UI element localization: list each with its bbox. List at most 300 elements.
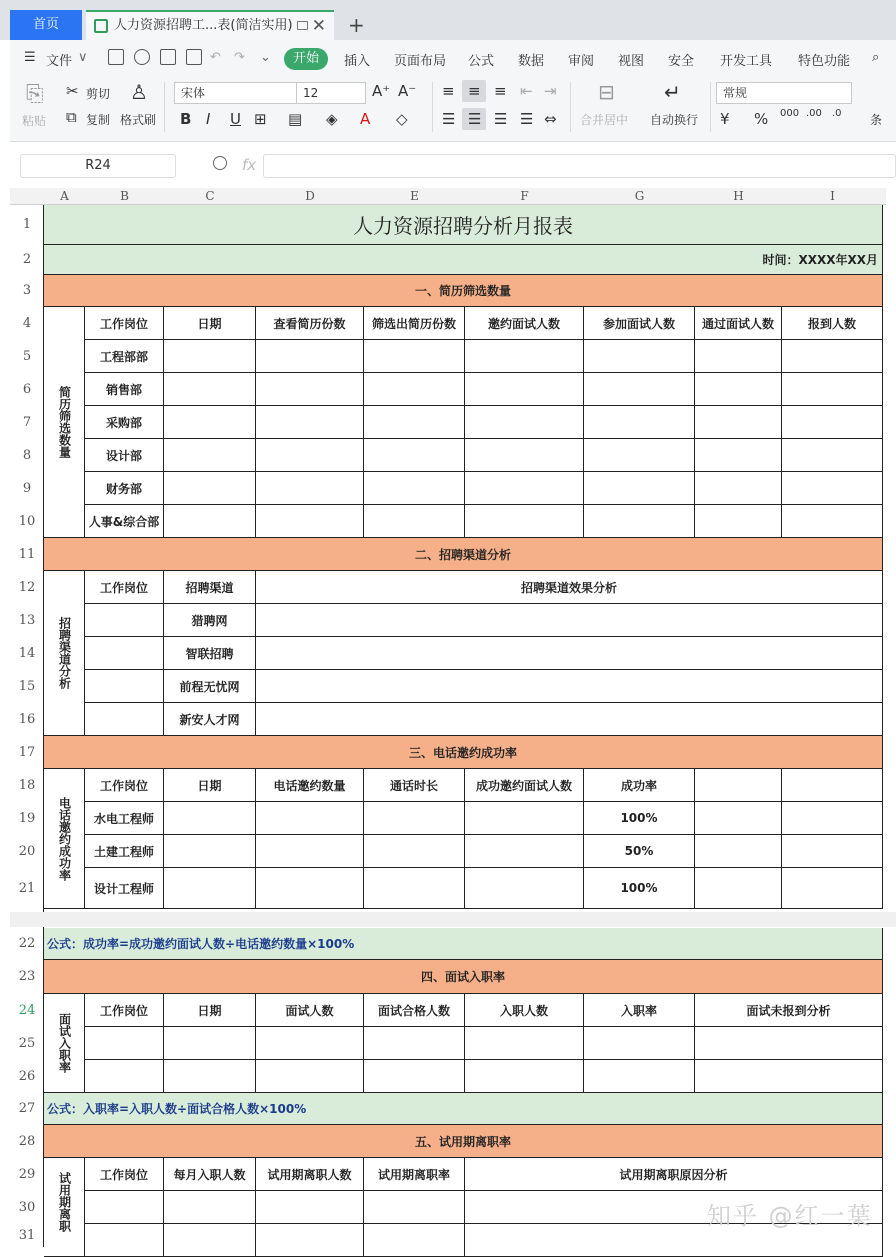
empty-cell[interactable] <box>465 835 584 868</box>
row-header-4[interactable]: 4 <box>22 315 32 331</box>
menu-review[interactable]: 审阅 <box>568 54 595 69</box>
row-header-9[interactable]: 9 <box>22 480 32 496</box>
empty-cell[interactable] <box>782 769 883 802</box>
column-title-text: 入职率 <box>620 1003 657 1018</box>
empty-cell[interactable] <box>695 373 782 406</box>
empty-cell[interactable] <box>164 1224 256 1257</box>
distribute-icon[interactable]: ⇔ <box>544 110 557 128</box>
success-rate-cell[interactable] <box>584 868 695 909</box>
row-header-10[interactable]: 10 <box>18 513 36 529</box>
department-cell[interactable] <box>85 505 164 538</box>
formula-note-text: 公式：入职率=入职人数÷面试合格人数×100% <box>47 1102 307 1116</box>
row-header-27[interactable]: 27 <box>18 1101 36 1116</box>
department-cell[interactable] <box>85 373 164 406</box>
align-top-icon[interactable]: ≡ <box>442 82 455 100</box>
department-cell-text: 财务部 <box>105 481 142 496</box>
empty-cell[interactable] <box>85 604 164 637</box>
section-side-label-text: 面试入职率 <box>57 1013 72 1073</box>
empty-cell[interactable] <box>695 1027 883 1060</box>
empty-cell[interactable] <box>364 340 465 373</box>
empty-cell[interactable] <box>465 802 584 835</box>
percent-icon[interactable]: % <box>754 110 769 128</box>
empty-cell[interactable] <box>164 868 256 909</box>
column-title-text: 通过面试人数 <box>701 316 774 331</box>
column-header-C[interactable]: C <box>205 189 215 203</box>
empty-cell[interactable] <box>465 340 584 373</box>
column-title-text: 招聘渠道效果分析 <box>520 580 617 595</box>
empty-cell[interactable] <box>364 835 465 868</box>
section-header[interactable] <box>44 275 883 307</box>
fx-icon[interactable]: fx <box>242 156 257 174</box>
empty-cell[interactable] <box>256 802 364 835</box>
section-side-label[interactable] <box>44 769 85 909</box>
menu-formula[interactable]: 公式 <box>468 54 495 69</box>
section-header-text: 四、面试入职率 <box>420 970 505 984</box>
empty-cell[interactable] <box>695 406 782 439</box>
scissors-icon[interactable]: ✂ <box>66 82 79 100</box>
row-header-1[interactable]: 1 <box>22 217 32 232</box>
thousands-icon[interactable]: 000 <box>780 108 800 119</box>
increase-decimal-icon[interactable]: .00 <box>806 108 822 119</box>
empty-cell[interactable] <box>465 472 584 505</box>
row-header-18[interactable]: 18 <box>18 777 36 793</box>
empty-cell[interactable] <box>85 670 164 703</box>
empty-cell[interactable] <box>364 1224 465 1257</box>
copy-icon[interactable]: ⧉ <box>66 108 77 126</box>
row-header-25[interactable]: 25 <box>18 1035 36 1051</box>
align-middle-icon[interactable]: ≡ <box>468 82 481 100</box>
empty-cell[interactable] <box>465 868 584 909</box>
redo-icon[interactable]: ↷ <box>234 50 245 65</box>
row-header-11[interactable]: 11 <box>18 546 36 562</box>
undo-icon[interactable]: ↶ <box>210 50 221 65</box>
merge-icon[interactable]: ⊟ <box>598 80 615 104</box>
search-icon[interactable]: ⌕ <box>872 50 880 65</box>
column-title-text: 邀约面试人数 <box>487 316 560 331</box>
number-format-value: 常规 <box>723 86 748 100</box>
empty-cell[interactable] <box>256 439 364 472</box>
section-side-label[interactable] <box>44 1158 85 1257</box>
empty-cell[interactable] <box>256 868 364 909</box>
column-title[interactable] <box>584 994 695 1027</box>
column-title[interactable] <box>364 769 465 802</box>
empty-cell[interactable] <box>364 1027 465 1060</box>
empty-cell[interactable] <box>256 835 364 868</box>
empty-cell[interactable] <box>164 472 256 505</box>
row-header-8[interactable]: 8 <box>22 447 32 463</box>
column-title-text: 每月入职人数 <box>173 1167 246 1182</box>
empty-cell[interactable] <box>256 472 364 505</box>
empty-cell[interactable] <box>164 340 256 373</box>
row-header-30[interactable]: 30 <box>18 1199 36 1215</box>
department-cell-text: 销售部 <box>105 382 142 397</box>
row-header-28[interactable]: 28 <box>18 1133 36 1149</box>
row-header-31[interactable]: 31 <box>18 1227 36 1243</box>
section-side-label[interactable] <box>44 307 85 538</box>
empty-cell[interactable] <box>256 637 883 670</box>
watermark: 知乎 @红一葉 <box>707 1202 873 1230</box>
merge-center-button[interactable]: 合并居中 <box>580 113 629 127</box>
section-header[interactable] <box>44 1125 883 1158</box>
column-title[interactable] <box>364 994 465 1027</box>
column-title[interactable] <box>364 1158 465 1191</box>
empty-cell[interactable] <box>85 637 164 670</box>
column-title[interactable] <box>164 1158 256 1191</box>
empty-cell[interactable] <box>85 703 164 736</box>
empty-cell[interactable] <box>364 406 465 439</box>
position-cell[interactable] <box>85 835 164 868</box>
empty-cell[interactable] <box>256 670 883 703</box>
empty-cell[interactable] <box>465 406 584 439</box>
column-title-text: 日期 <box>197 1003 222 1018</box>
empty-cell[interactable] <box>364 1191 465 1224</box>
empty-cell[interactable] <box>256 406 364 439</box>
channel-cell[interactable] <box>164 670 256 703</box>
column-title-text: 成功邀约面试人数 <box>475 778 572 793</box>
department-cell[interactable] <box>85 472 164 505</box>
section-side-label[interactable] <box>44 994 85 1093</box>
quick-access-dropdown-icon[interactable]: ⌄ <box>260 50 271 65</box>
empty-cell[interactable] <box>164 1027 256 1060</box>
empty-cell[interactable] <box>584 439 695 472</box>
department-cell[interactable] <box>85 406 164 439</box>
copy-button[interactable]: 复制 <box>86 113 111 127</box>
position-cell-text: 土建工程师 <box>93 844 154 859</box>
brush-icon[interactable]: ♙ <box>130 80 148 104</box>
column-title-text: 试用期离职原因分析 <box>619 1167 728 1182</box>
hamburger-icon[interactable]: ☰ <box>24 50 36 65</box>
empty-cell[interactable] <box>584 373 695 406</box>
column-title[interactable] <box>85 571 164 604</box>
channel-cell[interactable] <box>164 604 256 637</box>
sheet-title[interactable] <box>44 205 883 245</box>
row-header-16[interactable]: 16 <box>18 711 36 727</box>
column-title[interactable] <box>256 994 364 1027</box>
align-left-icon[interactable]: ☰ <box>442 110 456 128</box>
column-title[interactable] <box>465 1158 883 1191</box>
section-header-text: 一、简历筛选数量 <box>414 284 511 298</box>
row-header-19[interactable]: 19 <box>18 810 36 826</box>
section-header[interactable] <box>44 960 883 994</box>
empty-cell[interactable] <box>695 802 782 835</box>
align-center-icon[interactable]: ☰ <box>468 110 482 128</box>
decrease-font-icon[interactable]: A⁻ <box>398 82 417 100</box>
empty-cell[interactable] <box>256 340 364 373</box>
position-cell[interactable] <box>85 802 164 835</box>
success-rate-cell-text: 50% <box>624 844 654 858</box>
column-title[interactable] <box>164 307 256 340</box>
column-title[interactable] <box>256 307 364 340</box>
close-tab-icon[interactable]: ✕ <box>311 16 326 36</box>
align-bottom-icon[interactable]: ≡ <box>494 82 507 100</box>
column-title[interactable] <box>584 769 695 802</box>
position-cell-text: 水电工程师 <box>93 811 154 826</box>
empty-cell[interactable] <box>465 1027 584 1060</box>
menu-view[interactable]: 视图 <box>618 54 645 69</box>
clipboard-icon[interactable]: ⎘ <box>26 82 44 107</box>
section-header[interactable] <box>44 538 883 571</box>
row-header-13[interactable]: 13 <box>18 612 36 628</box>
screenshot-gap <box>10 912 896 927</box>
column-title[interactable] <box>465 994 584 1027</box>
empty-cell[interactable] <box>256 373 364 406</box>
column-header-B[interactable]: B <box>120 189 129 203</box>
empty-cell[interactable] <box>782 439 883 472</box>
column-title[interactable] <box>256 769 364 802</box>
row-header-7[interactable]: 7 <box>22 414 32 430</box>
formula-note[interactable] <box>44 928 883 960</box>
chevron-down-icon[interactable]: ∨ <box>78 50 88 65</box>
section-side-label-text: 电话邀约成功率 <box>57 796 72 881</box>
empty-cell[interactable] <box>584 406 695 439</box>
column-header-I[interactable]: I <box>830 189 835 203</box>
section-side-label[interactable] <box>44 571 85 736</box>
row-header-26[interactable]: 26 <box>18 1068 36 1084</box>
clear-format-icon[interactable]: ◇ <box>396 110 408 128</box>
empty-cell[interactable] <box>465 439 584 472</box>
section-header-text: 二、招聘渠道分析 <box>414 547 511 562</box>
column-header-F[interactable]: F <box>520 189 529 203</box>
section-header-text: 五、试用期离职率 <box>414 1134 511 1149</box>
column-title-text: 日期 <box>197 778 222 793</box>
row-header-3[interactable]: 3 <box>22 283 32 298</box>
column-title-text: 工作岗位 <box>99 580 148 595</box>
column-title[interactable] <box>85 994 164 1027</box>
row-header-29[interactable]: 29 <box>18 1166 36 1182</box>
column-title-text: 工作岗位 <box>99 316 148 331</box>
conditional-format-button[interactable]: 条 <box>870 113 883 127</box>
empty-cell[interactable] <box>782 472 883 505</box>
column-title-text: 工作岗位 <box>99 778 148 793</box>
empty-cell[interactable] <box>782 340 883 373</box>
menu-special[interactable]: 特色功能 <box>798 54 851 69</box>
empty-cell[interactable] <box>364 1060 465 1093</box>
table-left-border <box>43 205 44 1247</box>
column-title[interactable] <box>465 769 584 802</box>
paste-button[interactable]: 粘贴 <box>22 114 47 128</box>
empty-cell[interactable] <box>695 769 782 802</box>
empty-cell[interactable] <box>695 868 782 909</box>
column-header-H[interactable]: H <box>733 189 744 203</box>
section-side-label-text: 试用期离职 <box>57 1172 72 1232</box>
empty-cell[interactable] <box>695 472 782 505</box>
border-icon[interactable]: ⊞ <box>254 110 267 128</box>
empty-cell[interactable] <box>256 1027 364 1060</box>
wrap-icon[interactable]: ↵ <box>664 80 681 104</box>
empty-cell[interactable] <box>164 505 256 538</box>
empty-cell[interactable] <box>782 802 883 835</box>
underline-icon[interactable]: U <box>230 110 241 128</box>
italic-icon[interactable]: I <box>206 110 211 128</box>
column-title[interactable] <box>584 307 695 340</box>
empty-cell[interactable] <box>782 505 883 538</box>
column-title[interactable] <box>364 307 465 340</box>
font-color-icon[interactable]: A <box>360 110 371 128</box>
column-title[interactable] <box>164 994 256 1027</box>
column-title-text: 面试合格人数 <box>377 1003 450 1018</box>
column-title[interactable] <box>164 769 256 802</box>
row-header-2[interactable]: 2 <box>22 252 32 267</box>
section-side-label-text: 简历筛选数量 <box>57 386 72 458</box>
empty-cell[interactable] <box>85 1224 164 1257</box>
column-title-text: 工作岗位 <box>99 1003 148 1018</box>
column-header-A[interactable]: A <box>60 189 69 203</box>
menu-insert[interactable]: 插入 <box>344 54 371 69</box>
align-right-icon[interactable]: ☰ <box>494 110 508 128</box>
empty-cell[interactable] <box>164 1191 256 1224</box>
row-header-20[interactable]: 20 <box>18 843 36 859</box>
department-cell-text: 工程部部 <box>99 349 148 364</box>
empty-cell[interactable] <box>584 340 695 373</box>
row-header-21[interactable]: 21 <box>18 880 36 896</box>
empty-cell[interactable] <box>85 1191 164 1224</box>
column-title[interactable] <box>164 571 256 604</box>
empty-cell[interactable] <box>85 1027 164 1060</box>
empty-cell[interactable] <box>256 1224 364 1257</box>
column-title-text: 工作岗位 <box>99 1167 148 1182</box>
column-title-text: 通话时长 <box>389 778 438 793</box>
empty-cell[interactable] <box>695 340 782 373</box>
empty-cell[interactable] <box>584 505 695 538</box>
column-title[interactable] <box>695 307 782 340</box>
menu-page-layout[interactable]: 页面布局 <box>394 54 447 69</box>
empty-cell[interactable] <box>256 505 364 538</box>
empty-cell[interactable] <box>85 1060 164 1093</box>
empty-cell[interactable] <box>164 439 256 472</box>
empty-cell[interactable] <box>782 406 883 439</box>
currency-icon[interactable]: ¥ <box>720 110 730 128</box>
home-tab[interactable]: 首页 <box>10 10 82 40</box>
name-box[interactable]: R24 <box>20 154 176 178</box>
bold-icon[interactable]: B <box>180 110 192 128</box>
column-title[interactable] <box>85 307 164 340</box>
increase-font-icon[interactable]: A⁺ <box>372 82 391 100</box>
menu-devtools[interactable]: 开发工具 <box>720 54 773 69</box>
success-rate-cell[interactable] <box>584 835 695 868</box>
column-title-text: 试用期离职人数 <box>267 1167 352 1182</box>
success-rate-cell-text: 100% <box>620 881 658 895</box>
column-header-D[interactable]: D <box>305 189 315 203</box>
channel-cell[interactable] <box>164 703 256 736</box>
menu-data[interactable]: 数据 <box>518 54 545 69</box>
empty-cell[interactable] <box>364 505 465 538</box>
empty-cell[interactable] <box>695 439 782 472</box>
department-cell[interactable] <box>85 439 164 472</box>
empty-cell[interactable] <box>695 835 782 868</box>
empty-cell[interactable] <box>465 1060 584 1093</box>
decrease-decimal-icon[interactable]: .0 <box>832 108 842 119</box>
department-cell-text: 人事&综合部 <box>88 514 160 529</box>
empty-cell[interactable] <box>364 373 465 406</box>
empty-cell[interactable] <box>164 1060 256 1093</box>
column-title[interactable] <box>256 1158 364 1191</box>
row-header-12[interactable]: 12 <box>18 579 36 595</box>
fill-color-icon[interactable]: ◈ <box>326 110 338 128</box>
empty-cell[interactable] <box>584 1060 695 1093</box>
department-cell[interactable] <box>85 340 164 373</box>
cut-button[interactable]: 剪切 <box>86 87 111 101</box>
empty-cell[interactable] <box>465 373 584 406</box>
row-header-22[interactable]: 22 <box>18 936 36 951</box>
row-header-17[interactable]: 17 <box>18 744 36 760</box>
outdent-icon[interactable]: ⇤ <box>520 82 533 100</box>
column-header-G[interactable]: G <box>634 189 645 203</box>
formula-note[interactable] <box>44 1093 883 1125</box>
column-title[interactable] <box>85 1158 164 1191</box>
empty-cell[interactable] <box>256 1060 364 1093</box>
empty-cell[interactable] <box>164 373 256 406</box>
section-header[interactable] <box>44 736 883 769</box>
document-tab-title: 人力资源招聘工...表(简洁实用) <box>114 18 293 33</box>
column-title-text: 入职人数 <box>499 1003 548 1018</box>
column-title-text: 招聘渠道 <box>185 580 234 595</box>
column-title[interactable] <box>465 307 584 340</box>
empty-cell[interactable] <box>256 1191 364 1224</box>
wrap-text-button[interactable]: 自动换行 <box>650 113 699 127</box>
column-title[interactable] <box>85 769 164 802</box>
fill-pattern-icon[interactable]: ▤ <box>288 110 303 128</box>
success-rate-cell[interactable] <box>584 802 695 835</box>
empty-cell[interactable] <box>256 703 883 736</box>
empty-cell[interactable] <box>256 604 883 637</box>
empty-cell[interactable] <box>782 373 883 406</box>
empty-cell[interactable] <box>782 835 883 868</box>
channel-cell[interactable] <box>164 637 256 670</box>
row-header-23[interactable]: 23 <box>18 969 36 984</box>
row-header-24[interactable]: 24 <box>18 1002 36 1018</box>
justify-icon[interactable]: ☰ <box>520 110 534 128</box>
row-header-15[interactable]: 15 <box>18 678 36 694</box>
position-cell[interactable] <box>85 868 164 909</box>
department-cell-text: 采购部 <box>105 415 142 430</box>
column-title[interactable] <box>695 994 883 1027</box>
new-tab-button[interactable]: + <box>348 13 365 37</box>
report-time[interactable] <box>44 245 883 275</box>
menu-file[interactable]: 文件 <box>46 54 73 69</box>
sheet-title-text: 人力资源招聘分析月报表 <box>353 214 573 238</box>
column-header-E[interactable]: E <box>410 189 419 203</box>
column-title[interactable] <box>256 571 883 604</box>
column-title[interactable] <box>782 307 883 340</box>
empty-cell[interactable] <box>364 802 465 835</box>
row-header-6[interactable]: 6 <box>22 381 32 397</box>
empty-cell[interactable] <box>782 868 883 909</box>
row-header-5[interactable]: 5 <box>22 348 32 364</box>
empty-cell[interactable] <box>164 802 256 835</box>
success-rate-cell-text: 100% <box>620 811 658 825</box>
empty-cell[interactable] <box>164 835 256 868</box>
empty-cell[interactable] <box>364 868 465 909</box>
format-painter-button[interactable]: 格式刷 <box>120 113 157 127</box>
menu-security[interactable]: 安全 <box>668 54 695 69</box>
empty-cell[interactable] <box>584 1027 695 1060</box>
empty-cell[interactable] <box>465 505 584 538</box>
column-title-text: 电话邀约数量 <box>273 778 346 793</box>
empty-cell[interactable] <box>164 406 256 439</box>
column-title-text: 参加面试人数 <box>602 316 675 331</box>
channel-cell-text: 智联招聘 <box>185 646 234 661</box>
empty-cell[interactable] <box>695 1060 883 1093</box>
column-title-text: 报到人数 <box>807 316 856 331</box>
indent-icon[interactable]: ⇥ <box>544 82 557 100</box>
empty-cell[interactable] <box>364 472 465 505</box>
column-title-text: 查看简历份数 <box>273 316 346 331</box>
menu-start[interactable]: 开始 <box>284 48 328 70</box>
row-header-14[interactable]: 14 <box>18 645 36 661</box>
empty-cell[interactable] <box>695 505 782 538</box>
empty-cell[interactable] <box>364 439 465 472</box>
empty-cell[interactable] <box>584 472 695 505</box>
